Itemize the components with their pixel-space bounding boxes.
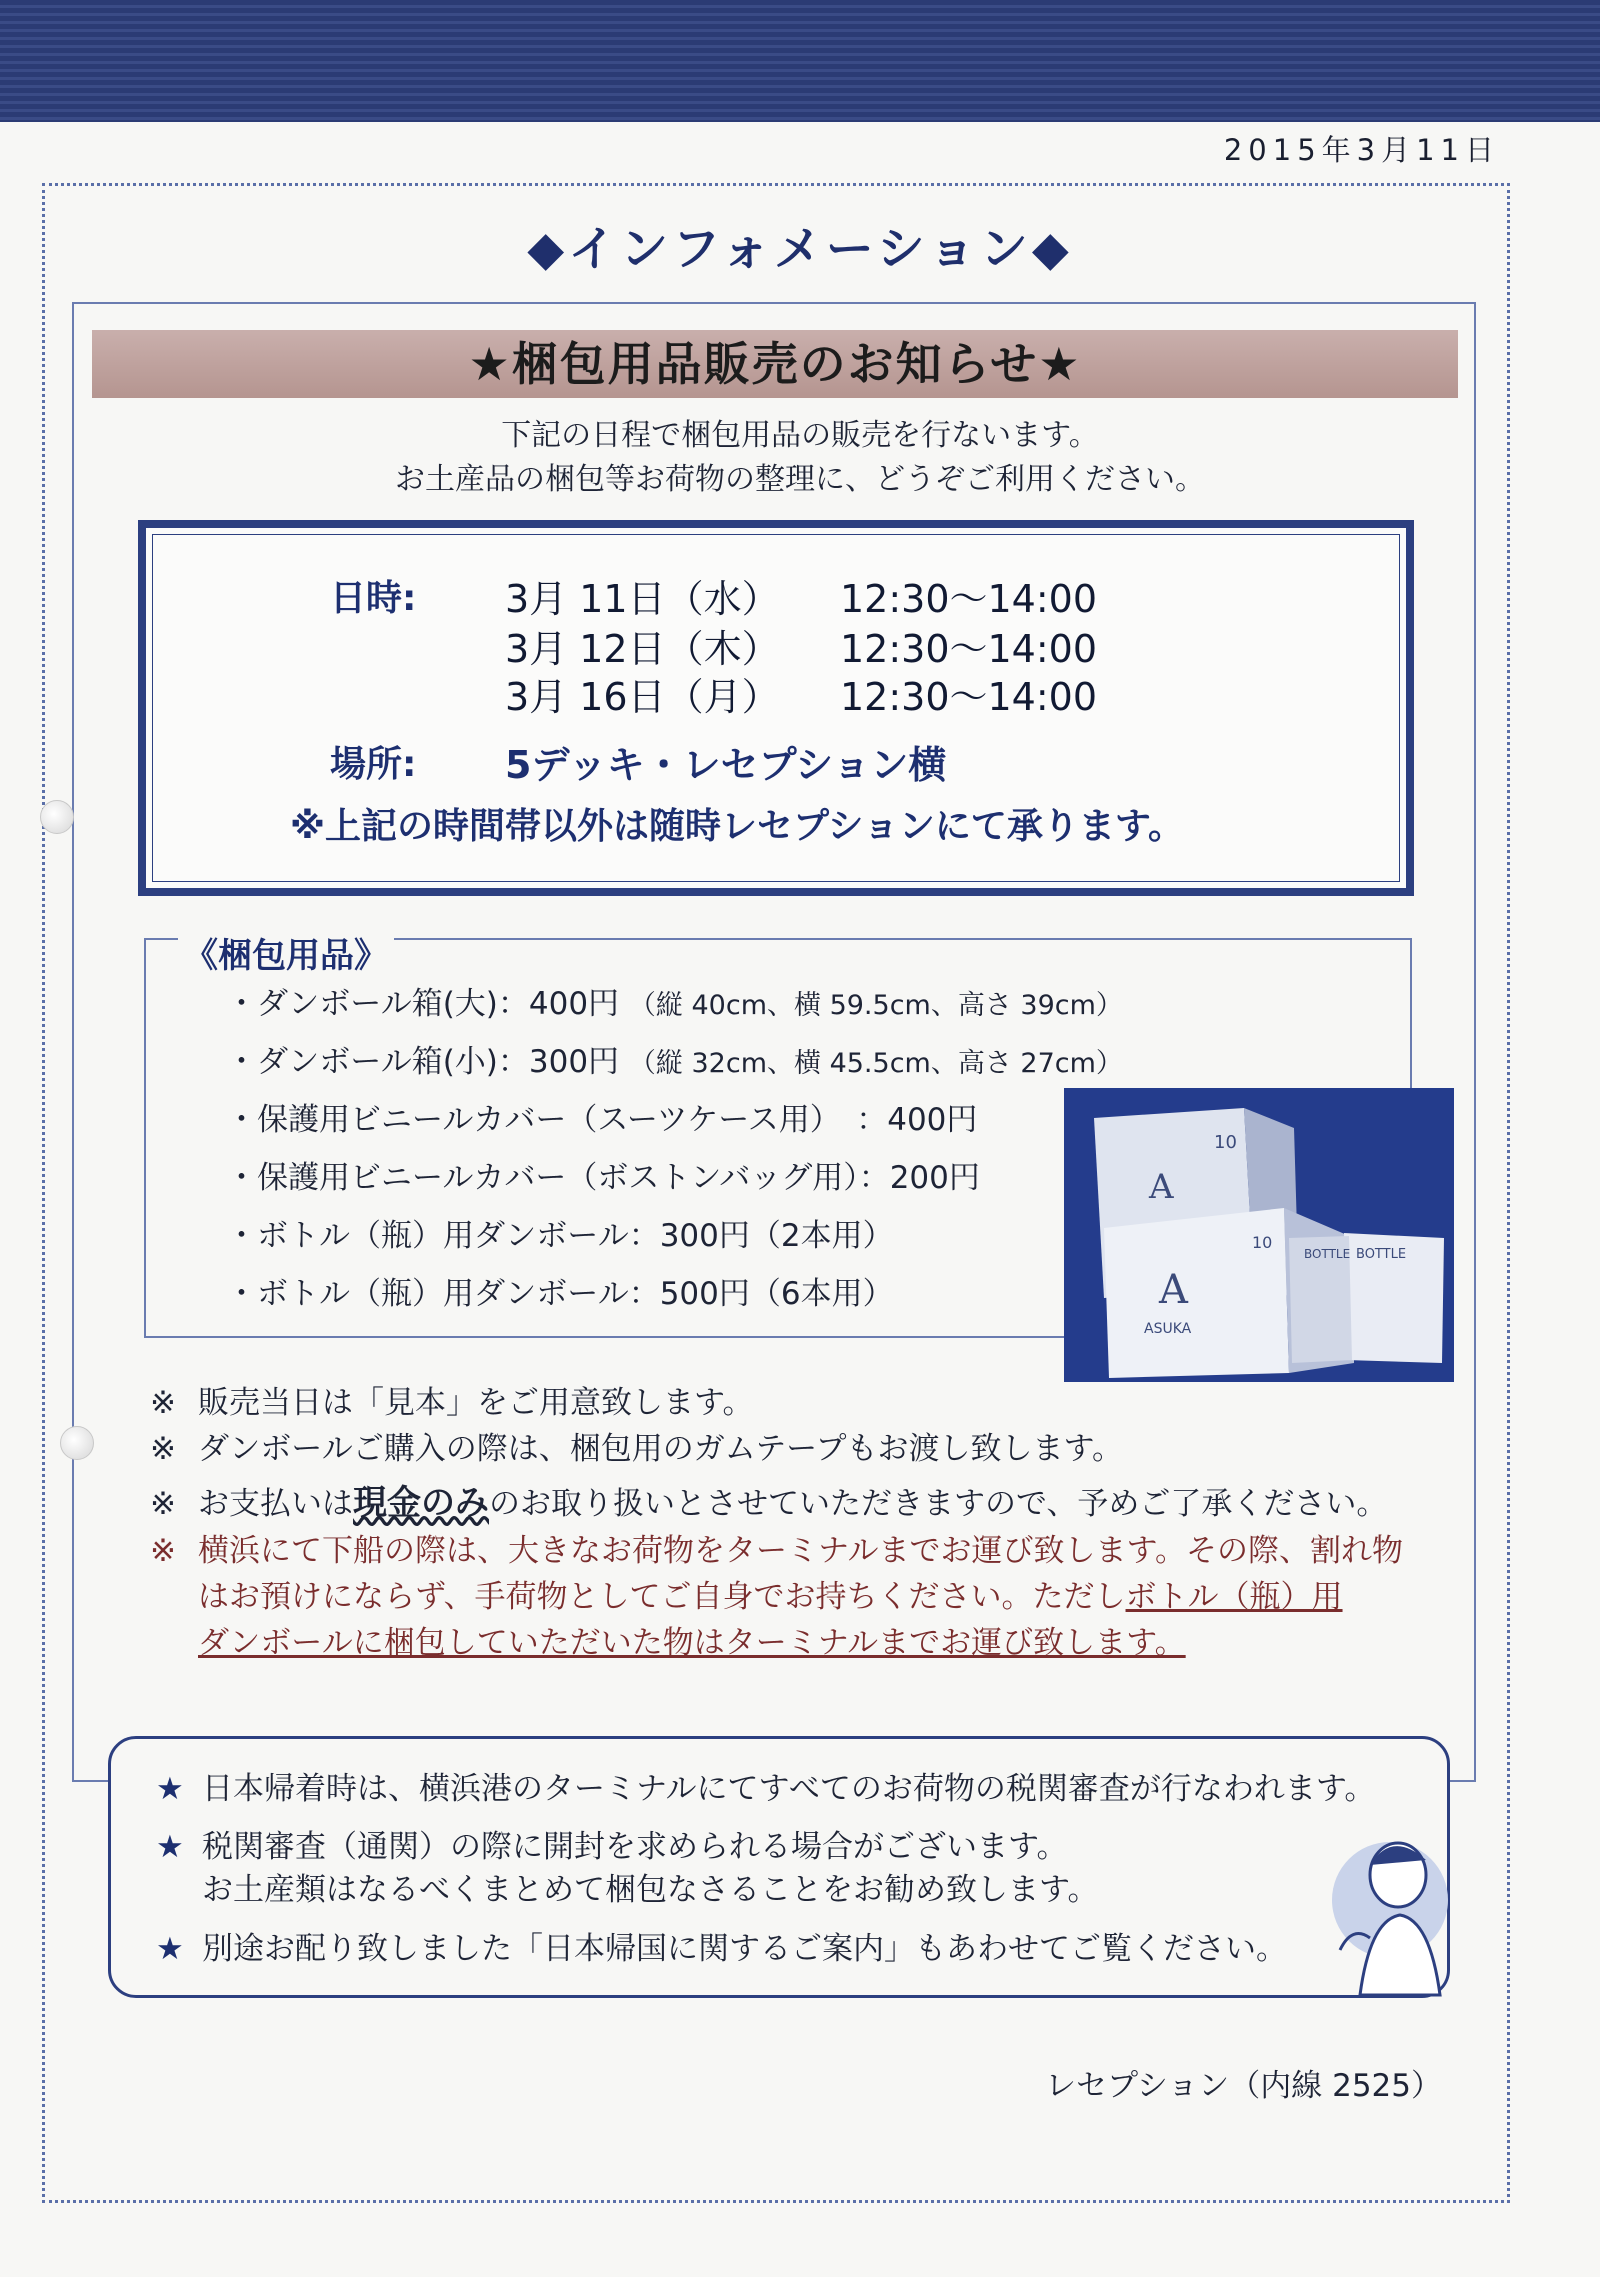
schedule-row: [505, 618, 1098, 673]
supply-item: ・ダンボール箱(大)：400円 （縦 40cm、横 59.5cm、高さ 39cm）: [226, 986, 1123, 1022]
photo-label-asuka: ASUKA: [1144, 1321, 1192, 1337]
intro-line: お土産品の梱包等お荷物の整理に、どうぞご利用ください。: [395, 462, 1205, 497]
header-band: [0, 0, 1600, 122]
note-1: ※ 販売当日は「見本」をご用意致します。: [150, 1385, 754, 1421]
svg-text:10: 10: [1252, 1233, 1273, 1252]
info-item: ★ 税関審査（通関）の際に開封を求められる場合がございます。 お土産類はなるべくまとめて梱包なさることをお勧め致します。: [156, 1829, 1099, 1908]
schedule-row: [505, 568, 1098, 623]
schedule-row: [505, 666, 1098, 721]
footer-contact: レセプション（内線 2525）: [1045, 2068, 1442, 2104]
intro-line: 下記の日程で梱包用品の販売を行ないます。: [501, 418, 1099, 453]
note-3: ※ お支払いは現金のみのお取り扱いとさせていただきますので、予めご了承ください。: [150, 1483, 1388, 1523]
schedule-place-label: 場所:: [330, 744, 417, 785]
note-4: ※ 横浜にて下船の際は、大きなお荷物をターミナルまでお運び致します。その際、割れ物 はお預けにならず、手荷物としてご自身でお持ちください。ただしボトル（瓶）用 ダンボールに梱包していただいた物はターミナルまでお運び致します。: [150, 1533, 1403, 1661]
schedule-time: 12:30〜14:00: [840, 577, 1098, 621]
cash-only-emphasis: 現金のみ: [353, 1483, 489, 1523]
notice-banner: ★梱包用品販売のお知らせ★: [92, 330, 1458, 398]
schedule-note: ※上記の時間帯以外は随時レセプションにて承ります。: [290, 806, 1184, 847]
svg-text:BOTTLE: BOTTLE: [1304, 1247, 1351, 1261]
intro-text: [0, 414, 1600, 502]
schedule-time: 12:30〜14:00: [840, 627, 1098, 671]
info-item: ★ 別途お配り致しました「日本帰国に関するご案内」もあわせてご覧ください。: [156, 1931, 1287, 1967]
svg-text:A: A: [1149, 1167, 1174, 1207]
photo-label-bottle: BOTTLE: [1356, 1247, 1407, 1262]
boxes-illustration: [1064, 1088, 1454, 1382]
schedule-place: 5デッキ・レセプション横: [505, 743, 947, 787]
supply-item: ・ダンボール箱(小)：300円 （縦 32cm、横 45.5cm、高さ 27cm）: [226, 1044, 1123, 1080]
supply-item: ・ボトル（瓶）用ダンボール：500円（6本用）: [226, 1276, 894, 1312]
info-item: ★ 日本帰着時は、横浜港のターミナルにてすべてのお荷物の税関審査が行なわれます。: [156, 1771, 1376, 1807]
photo-label-10: 10: [1214, 1132, 1237, 1153]
supply-item: ・保護用ビニールカバー（ボストンバッグ用）：200円: [226, 1160, 980, 1196]
svg-text:A: A: [1159, 1267, 1188, 1313]
receptionist-illustration: [1330, 1820, 1460, 2000]
schedule-time: 12:30〜14:00: [840, 675, 1098, 719]
binder-hole: [60, 1426, 94, 1460]
supplies-title: 《梱包用品》: [178, 928, 394, 977]
schedule-day: 3月 11日（水）: [505, 577, 780, 621]
schedule-day: 3月 16日（月）: [505, 675, 780, 719]
issue-date: 2015年3月11日: [1223, 133, 1500, 167]
schedule-date-label: 日時:: [330, 578, 417, 619]
supply-item: ・ボトル（瓶）用ダンボール：300円（2本用）: [226, 1218, 894, 1254]
schedule-day: 3月 12日（木）: [505, 627, 780, 671]
page-title: ◆インフォメーション◆: [527, 221, 1073, 277]
supply-item: ・保護用ビニールカバー（スーツケース用） ：400円: [226, 1102, 978, 1138]
binder-hole: [40, 800, 74, 834]
boxes-photo: [1064, 1088, 1454, 1382]
note-2: ※ ダンボールご購入の際は、梱包用のガムテープもお渡し致します。: [150, 1431, 1124, 1467]
